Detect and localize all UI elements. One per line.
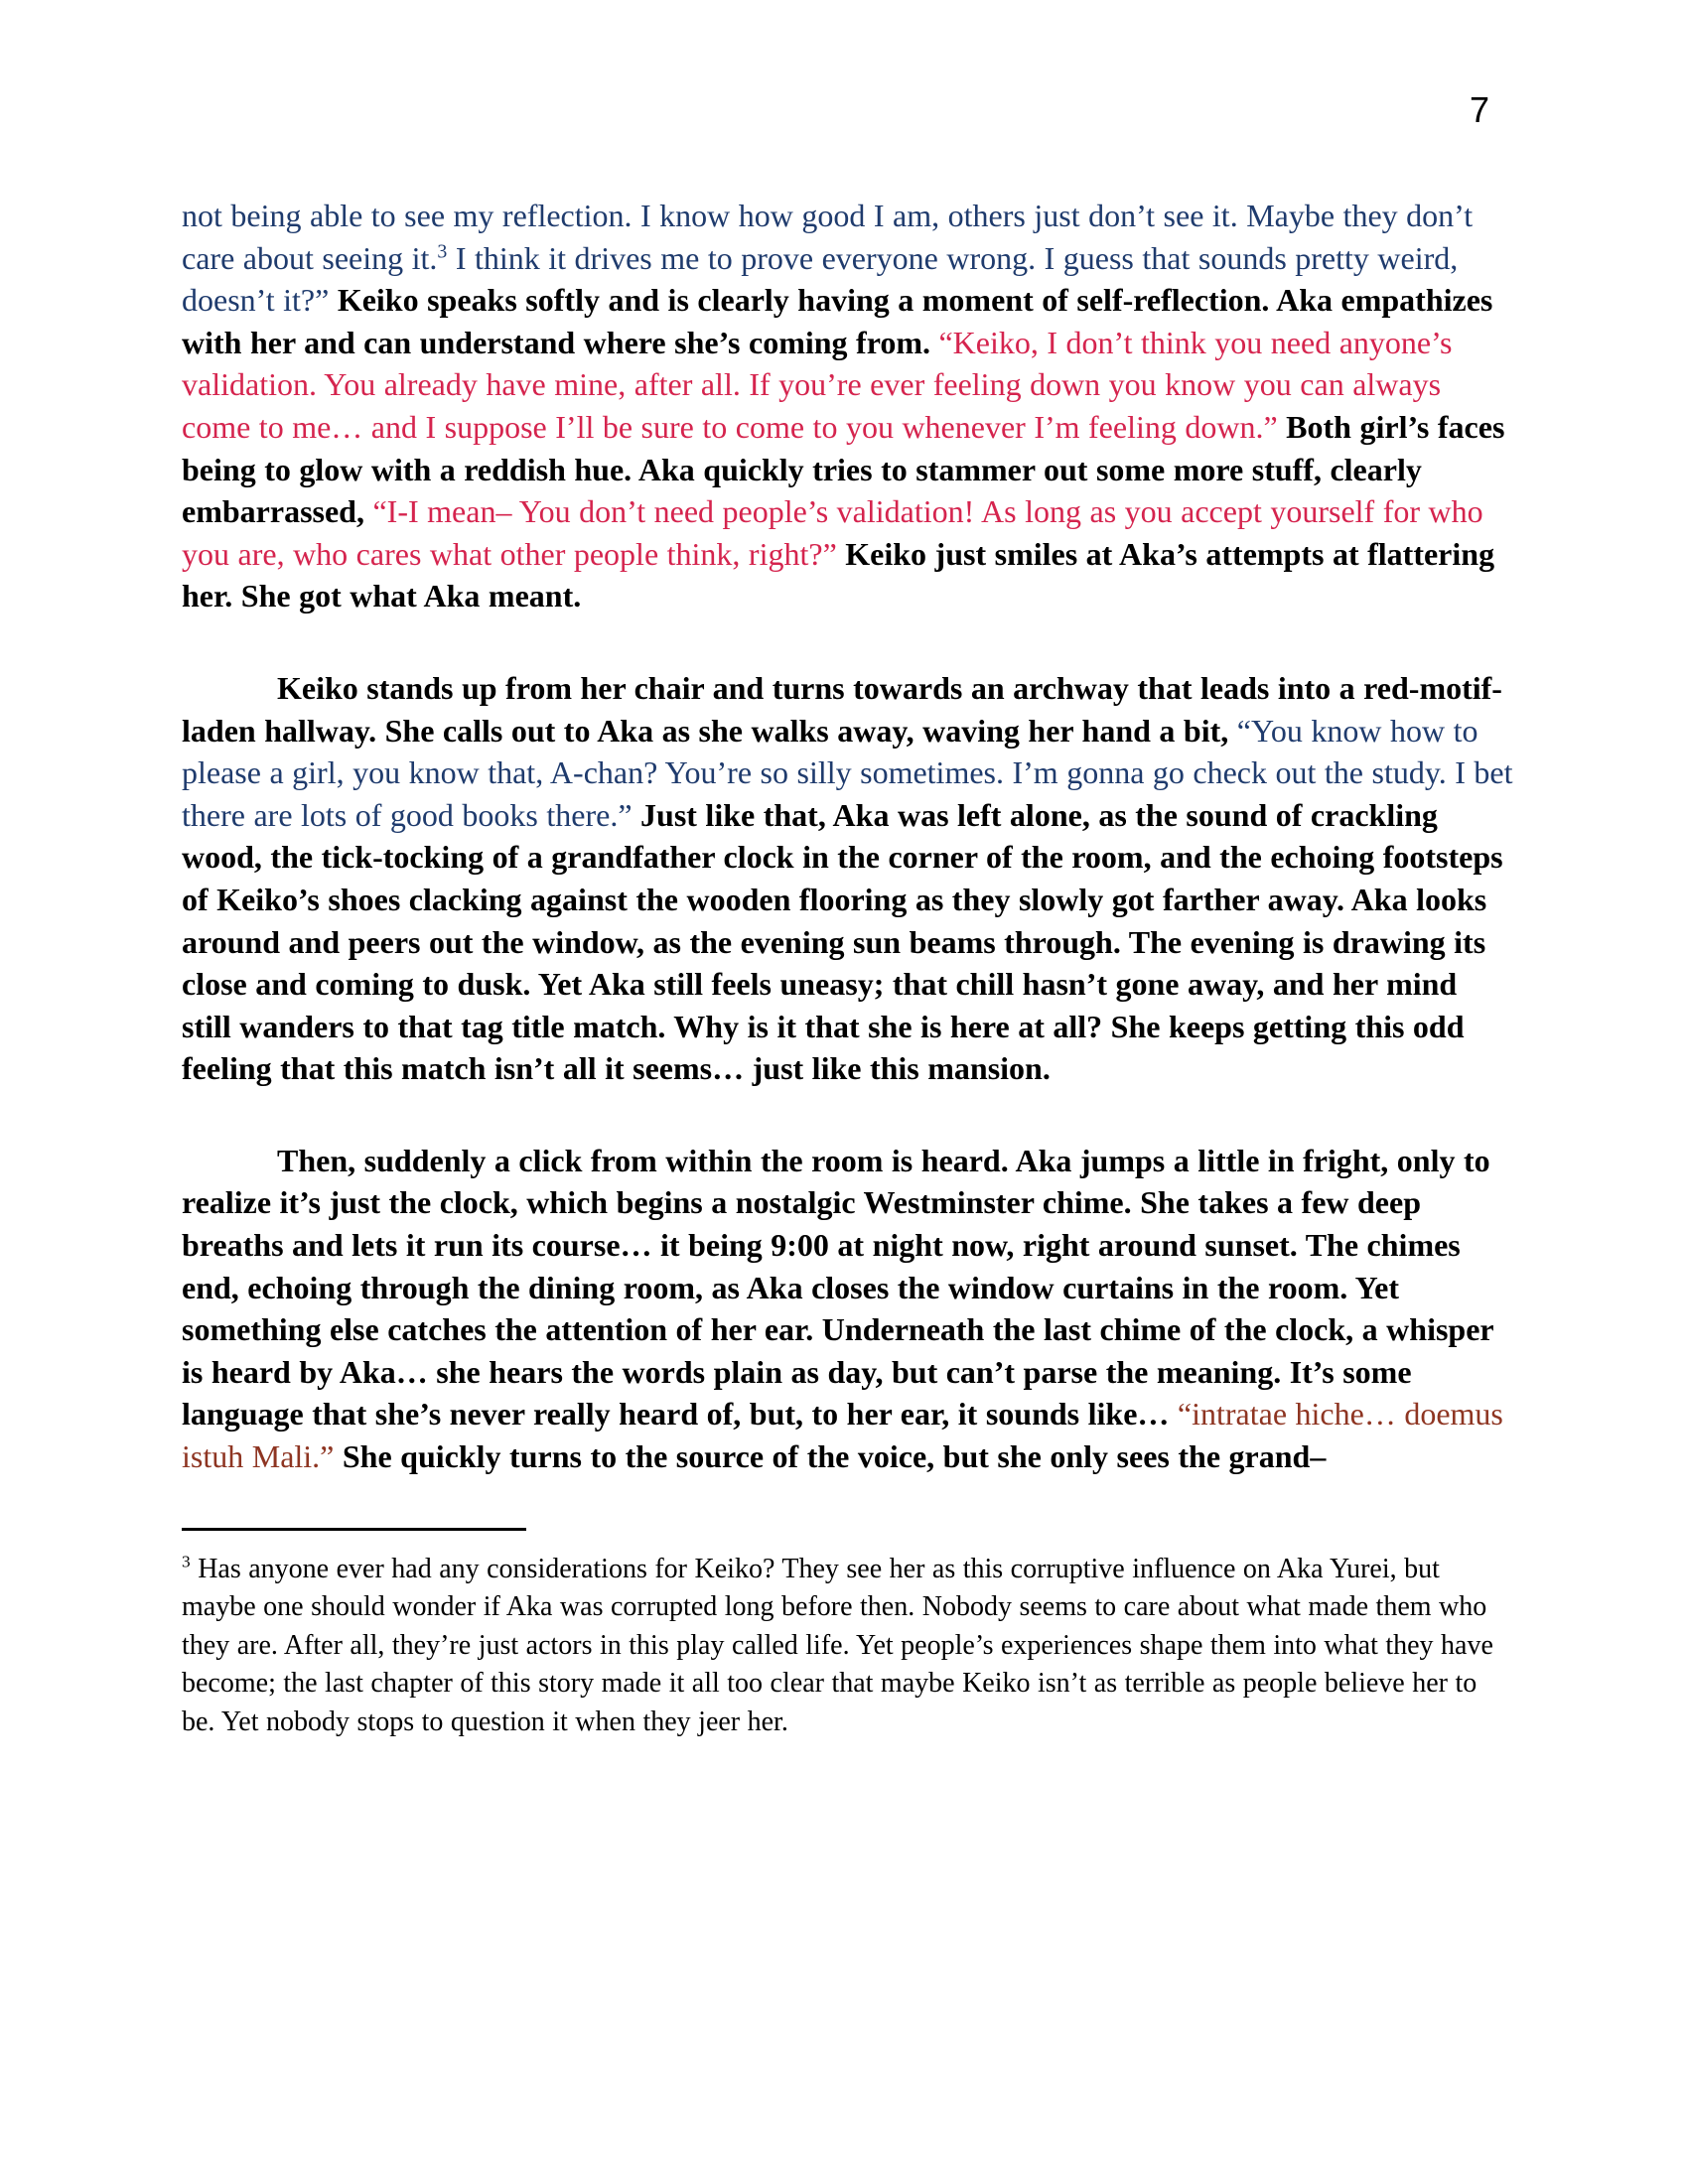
text-segment: Both girl’s faces being to glow with a reddish hue. Aka quickly tries to stammer out some more stuff, clearly embarrassed, (182, 408, 1505, 530)
body-paragraphs (182, 195, 1514, 1478)
page-number: 7 (1469, 89, 1489, 130)
text-segment: Keiko stands up from her chair and turns towards an archway that leads into a red-motif-laden hallway. She calls out to Aka as she walks away, waving her hand a bit, (182, 669, 1502, 749)
text-segment: Keiko just smiles at Aka’s attempts at flattering her. She got what Aka meant. (182, 535, 1495, 614)
document-body (182, 195, 1514, 1742)
text-segment: “You know how to please a girl, you know that, A-chan? You’re so silly sometimes. I’m gonna go check out the study. I bet there are lots of good books there.” (182, 712, 1513, 833)
paragraph (182, 1140, 1514, 1478)
text-segment: “intratae hiche… doemus istuh Mali.” (182, 1396, 1503, 1475)
text-segment: Then, suddenly a click from within the room is heard. Aka jumps a little in fright, only to realize it’s just the clock, which begins a nostalgic Westminster chime. She takes a few deep breaths and lets it run its course… it being 9:00 at night now, right around sunset. The chimes end, echoing through the dining room, as Aka closes the window curtains in the room. Yet something else catches the attention of her ear. Underneath the last chime of the clock, a whisper is heard by Aka… she hears the words plain as day, but can’t parse the meaning. It’s some language that she’s never really heard of, but, to her ear, it sounds like… (182, 1142, 1494, 1433)
paragraph (182, 195, 1514, 617)
text-segment: She quickly turns to the source of the voice, but she only sees the grand– (342, 1438, 1327, 1475)
footnote-separator (182, 1528, 526, 1531)
text-segment: I think it drives me to prove everyone wrong. I guess that sounds pretty weird, doesn’t it?” (182, 239, 1459, 319)
paragraph (182, 667, 1514, 1090)
text-segment: not being able to see my reflection. I know how good I am, others just don’t see it. Maybe they don’t care about seeing it. (182, 198, 1474, 276)
text-segment: Just like that, Aka was left alone, as the sound of crackling wood, the tick-tocking of a grandfather clock in the corner of the room, and the echoing footsteps of Keiko’s shoes clacking against the wooden flooring as they slowly got farther away. Aka looks around and peers out the window, as the evening sun beams through. The evening is drawing its close and coming to dusk. Yet Aka still feels uneasy; that chill hasn’t gone away, and her mind still wanders to that tag title match. Why is it that she is here at all? She keeps getting this odd feeling that this match isn’t all it seems… just like this mansion. (182, 796, 1503, 1087)
footnote-paragraph (182, 1551, 1514, 1742)
footnote (182, 1551, 1514, 1742)
text-segment: Keiko speaks softly and is clearly having a moment of self-reflection. Aka empathizes with her and can understand where she’s coming from. (182, 282, 1493, 360)
text-segment: “Keiko, I don’t think you need anyone’s validation. You already have mine, after all. If you’re ever feeling down you know you can always come to me… and I suppose I’ll be sure to come to you whenever I’m feeling down.” (182, 324, 1453, 445)
text-segment: “I-I mean– You don’t need people’s validation! As long as you accept yourself for who you are, who cares what other people think, right?” (182, 493, 1483, 572)
text-segment: Has anyone ever had any considerations for Keiko? They see her as this corruptive influence on Aka Yurei, but maybe one should wonder if Aka was corrupted long before then. Nobody seems to care about what made them who they are. After all, they’re just actors in this play called life. Yet people’s experiences shape them into what they have become; the last chapter of this story made it all too clear that maybe Keiko isn’t as terrible as people believe her to be. Yet nobody stops to question it when they jeer her. (182, 1553, 1493, 1737)
text-segment: 3 (437, 239, 448, 262)
text-segment: 3 (182, 1552, 191, 1571)
